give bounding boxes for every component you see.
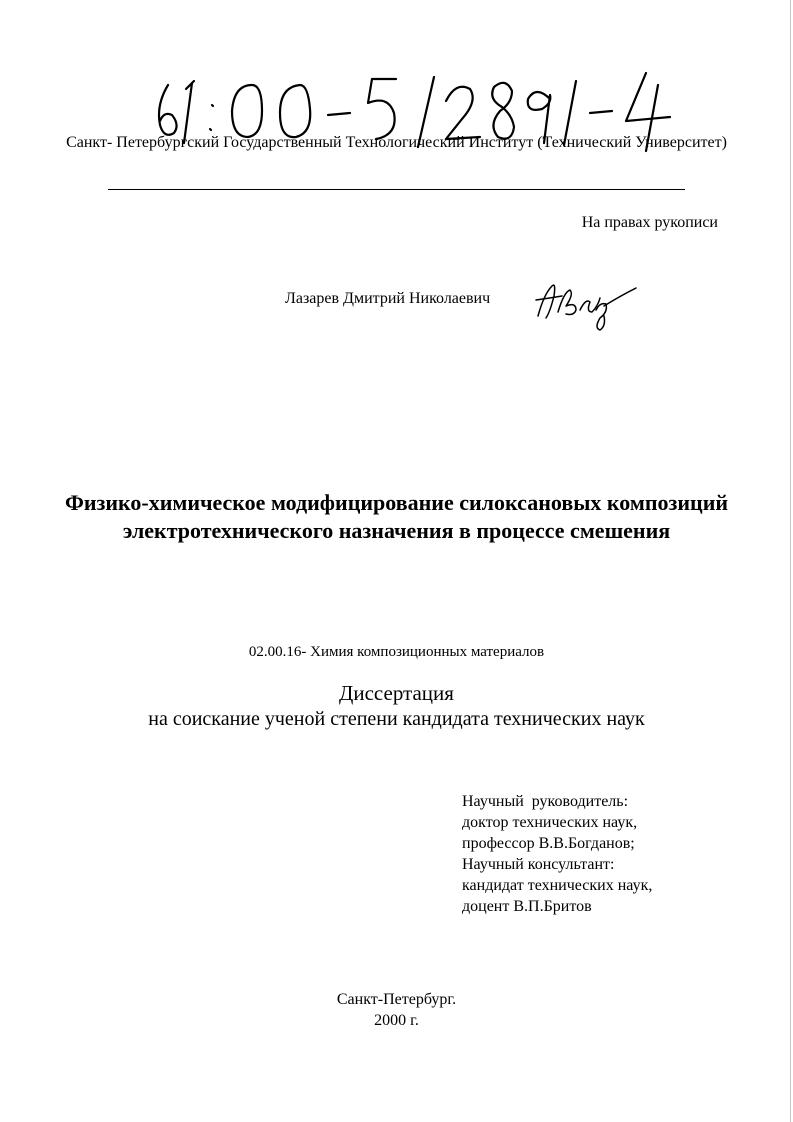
supervisor-role: Научный руководитель: [462, 793, 629, 810]
specialty-code: 02.00.16- Химия композиционных материалов [248, 644, 545, 660]
scan-edge [790, 0, 791, 1122]
consultant-role: Научный консультант: [462, 856, 615, 873]
supervisor-name: профессор В.В.Богданов; [462, 835, 635, 852]
author-signature [530, 272, 640, 334]
document-type: Диссертация [339, 681, 454, 705]
degree-purpose: на соискание ученой степени кандидата технических наук [148, 708, 645, 730]
institution-name: Санкт- Петербургский Государственный Технологический Институт (Технический Университет) [66, 134, 727, 151]
advisors-block [462, 791, 652, 917]
consultant-name: доцент В.П.Бритов [462, 898, 592, 915]
header-divider [108, 189, 685, 190]
author-name: Лазарев Дмитрий Николаевич [285, 290, 491, 307]
year: 2000 г. [374, 1012, 419, 1029]
dissertation-title: Физико-химическое модифицирование силоксановых композиций электротехнического назначения в процессе смешения [64, 490, 729, 543]
consultant-degree: кандидат технических наук, [462, 877, 653, 894]
city: Санкт-Петербург. [336, 991, 457, 1008]
manuscript-rights: На правах рукописи [581, 214, 718, 231]
supervisor-degree: доктор технических наук, [462, 814, 638, 831]
